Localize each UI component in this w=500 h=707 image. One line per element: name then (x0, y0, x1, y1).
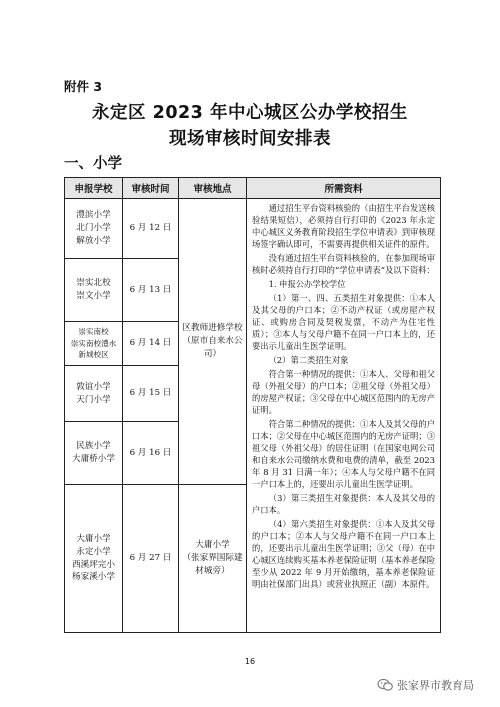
school-cell (65, 199, 123, 259)
materials-paragraph: （1）第一、四、五类招生对象提供：①本人及其父母的户口本；②不动产权证（或房屋产权证、或购房合同及契税发票，不动产为住宅性质）；③本人与父母户籍不在同一户口本上的，还要出示儿童出生医学证明。 (252, 293, 435, 352)
page-number: 16 (244, 657, 256, 666)
table-row (65, 199, 441, 259)
school-cell (65, 366, 123, 422)
date-cell: 6 月 14 日 (123, 322, 179, 366)
materials-paragraph: （4）第六类招生对象提供：①本人及其父母的户口本；②本人与父母户籍不在同一户口本上的，还要出示儿童出生医学证明；③父（母）在中心城区连续购买基本养老保险证明（基本养老保险至少从 2022 年 9 月开始缴纳，基本养老保险证明由社保部门出具）或营业执照正（副）本原件。 (252, 519, 435, 590)
school-names: 民族小学 大庸桥小学 (72, 441, 115, 464)
date-cell: 6 月 12 日 (123, 199, 179, 259)
document-title-line1: 永定区 2023 年中心城区公办学校招生 (92, 103, 408, 123)
watermark (377, 677, 474, 693)
school-names: 崇实北校 崇文小学 (76, 278, 111, 301)
materials-paragraph: （3）第三类招生对象提供：本人及其父母的户口本。 (252, 493, 435, 516)
table-header-row (65, 178, 441, 199)
watermark-text: 张家界市教育局 (397, 679, 474, 692)
school-cell (65, 322, 123, 366)
materials-paragraph: 符合第二种情况的提供：①本人及其父母的户口本；②父母在中心城区范围内的无房产证明；③祖父母（外祖父母）的居住证明（在国家电网公司和自来水公司缴纳水费和电费的清单，截至 2023 年 8 月 31 日满一年）；④本人与父母户籍不在同一户口本上的，还要出示儿童出生医学证明。 (252, 419, 435, 490)
date-cell: 6 月 13 日 (123, 259, 179, 322)
materials-paragraph: （2）第二类招生对象 (268, 355, 349, 366)
attachment-label: 附件 3 (64, 79, 103, 94)
date-cell: 6 月 16 日 (123, 422, 179, 485)
school-cell (65, 422, 123, 485)
document-title-line2: 现场审核时间安排表 (169, 129, 331, 149)
school-names: 崇实南校 崇实南校澧水新城校区 (70, 327, 117, 360)
school-names: 敦谊小学 天门小学 (76, 381, 111, 405)
location-cell (179, 199, 247, 485)
wechat-icon (377, 678, 393, 692)
school-cell (65, 485, 123, 633)
materials-cell (247, 199, 441, 633)
date-cell: 6 月 15 日 (123, 366, 179, 422)
materials-paragraph: 通过招生平台资料核验的（由招生平台发送核验结果短信），必须持自行打印的《2023 年永定中心城区义务教育阶段招生学位申请表》到审核现场签字确认即可，不需要再提供相关证件的原件。 (252, 203, 435, 250)
date-cell: 6 月 27 日 (123, 485, 179, 633)
location-text: 大庸小学 （张家界国际建材城旁） (182, 540, 243, 576)
school-cell (65, 259, 123, 322)
header-location: 审核地点 (179, 178, 247, 199)
schedule-table (64, 177, 441, 633)
school-names: 澧滨小学 北门小学 解放小学 (76, 210, 111, 246)
location-text: 区教师进修学校 （原市自来水公司） (182, 323, 243, 359)
school-names: 大庸小学 永定小学 西溪坪完小 杨家溪小学 (72, 533, 115, 583)
materials-paragraph: 符合第一种情况的提供：①本人、父母和祖父母（外祖父母）的户口本；②祖父母（外祖父母）的房屋产权证；③父母在中心城区范围内的无房产证明。 (252, 369, 435, 416)
location-cell (179, 485, 247, 633)
header-materials: 所需资料 (247, 178, 441, 199)
materials-paragraph: 没有通过招生平台资料核验的，在参加现场审核时必须持自行打印的“学位申请表”及以下资料： (252, 253, 435, 276)
materials-paragraph: 1. 申报公办学校学位 (268, 279, 346, 290)
section-heading: 一、小学 (64, 156, 122, 172)
header-school: 申报学校 (65, 178, 123, 199)
header-date: 审核时间 (123, 178, 179, 199)
